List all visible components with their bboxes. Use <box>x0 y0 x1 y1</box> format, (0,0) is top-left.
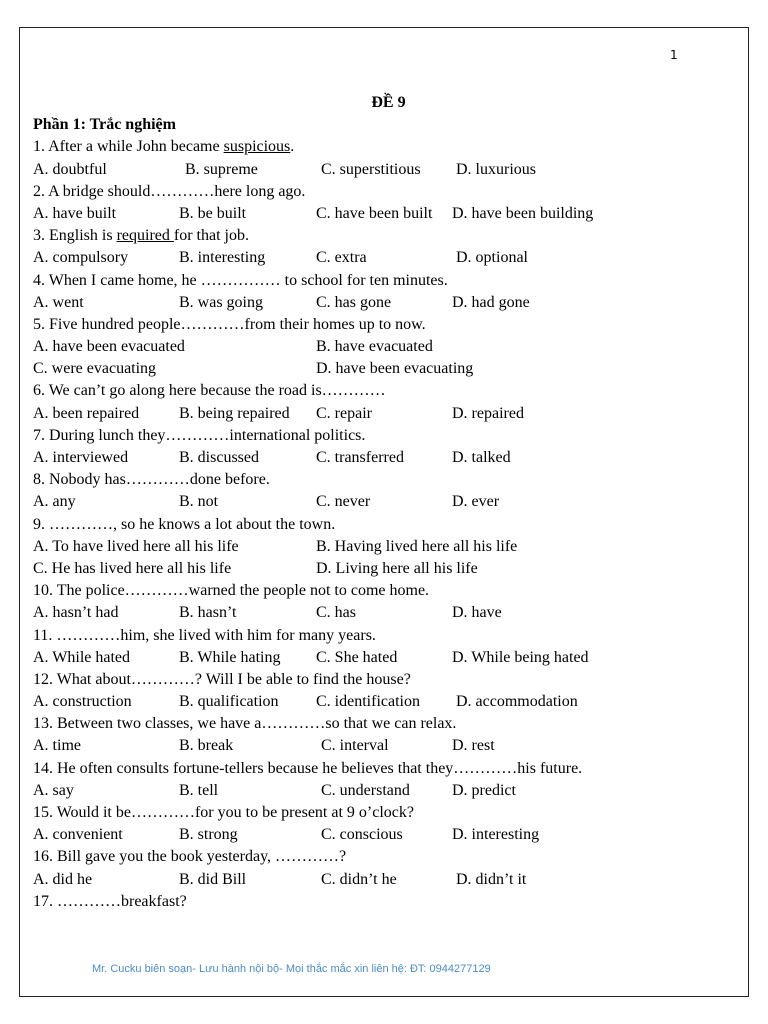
question-text: 4. When I came home, he …………… to school for ten minutes. <box>33 271 448 289</box>
options-row <box>33 336 738 358</box>
options-row <box>33 735 738 757</box>
option-a[interactable]: A. compulsory <box>33 249 129 267</box>
option-c[interactable]: C. extra <box>316 249 367 267</box>
option-c[interactable]: C. were evacuating <box>33 360 157 378</box>
question-list <box>33 136 738 913</box>
question-7 <box>33 425 738 447</box>
option-b[interactable]: B. be built <box>179 204 247 222</box>
option-d[interactable]: D. optional <box>456 249 528 267</box>
option-a[interactable]: A. have built <box>33 204 117 222</box>
options-row <box>33 536 738 558</box>
option-b[interactable]: B. strong <box>179 826 238 844</box>
question-11 <box>33 625 738 647</box>
question-text: 16. Bill gave you the book yesterday, …………? <box>33 848 347 866</box>
option-d[interactable]: D. have <box>452 604 502 622</box>
options-row <box>33 558 738 580</box>
option-b[interactable]: B. hasn’t <box>179 604 237 622</box>
question-text: 14. He often consults fortune-tellers because he believes that they…………his future. <box>33 759 583 777</box>
question-text: 7. During lunch they…………international politics. <box>33 426 366 444</box>
question-3 <box>33 225 738 247</box>
option-c[interactable]: C. didn’t he <box>321 870 397 888</box>
option-c[interactable]: C. never <box>316 493 371 511</box>
question-text: . <box>290 138 295 156</box>
document-content <box>33 92 738 913</box>
option-c[interactable]: C. has gone <box>316 293 392 311</box>
option-b[interactable]: B. While hating <box>179 648 281 666</box>
options-row <box>33 780 738 802</box>
question-8 <box>33 469 738 491</box>
option-c[interactable]: C. He has lived here all his life <box>33 559 232 577</box>
option-b[interactable]: B. tell <box>179 781 219 799</box>
option-d[interactable]: D. rest <box>452 737 495 755</box>
option-b[interactable]: B. qualification <box>179 693 279 711</box>
option-a[interactable]: A. say <box>33 781 74 799</box>
question-1 <box>33 136 738 158</box>
options-row <box>33 159 738 181</box>
options-row <box>33 247 738 269</box>
question-text: 6. We can’t go along here because the road is………… <box>33 382 386 400</box>
section-heading: Phần 1: Trắc nghiệm <box>33 116 176 134</box>
option-d[interactable]: D. have been building <box>452 204 594 222</box>
options-row <box>33 292 738 314</box>
option-c[interactable]: C. have been built <box>316 204 433 222</box>
question-12 <box>33 669 738 691</box>
question-14 <box>33 758 738 780</box>
question-text: 10. The police…………warned the people not to come home. <box>33 582 430 600</box>
option-d[interactable]: D. accommodation <box>456 693 578 711</box>
option-a[interactable]: A. hasn’t had <box>33 604 119 622</box>
exam-title: ĐỀ 9 <box>371 94 406 111</box>
options-row <box>33 203 738 225</box>
options-row <box>33 647 738 669</box>
question-text: for that job. <box>173 227 249 245</box>
option-d[interactable]: D. ever <box>452 493 500 511</box>
option-b[interactable]: B. Having lived here all his life <box>316 537 518 555</box>
question-6 <box>33 380 738 402</box>
option-a[interactable]: A. convenient <box>33 826 123 844</box>
question-text: 11. …………him, she lived with him for many years. <box>33 626 376 644</box>
page-number: 1 <box>670 48 678 62</box>
option-c[interactable]: C. has <box>316 604 356 622</box>
option-b[interactable]: B. have evacuated <box>316 338 433 356</box>
option-a[interactable]: A. construction <box>33 693 132 711</box>
option-c[interactable]: C. transferred <box>316 449 404 466</box>
question-text: required <box>116 227 174 245</box>
options-row <box>33 869 738 891</box>
question-text: suspicious <box>223 138 291 156</box>
option-d[interactable]: D. had gone <box>452 293 530 311</box>
question-text: 1. After a while John became <box>33 138 224 156</box>
options-row <box>33 691 738 713</box>
question-17 <box>33 891 738 913</box>
question-13 <box>33 713 738 735</box>
option-b[interactable]: B. not <box>179 493 219 511</box>
option-b[interactable]: B. supreme <box>185 160 258 178</box>
option-c[interactable]: C. superstitious <box>321 160 421 178</box>
option-c[interactable]: C. identification <box>316 693 420 711</box>
option-d[interactable]: D. Living here all his life <box>316 559 478 577</box>
question-2 <box>33 181 738 203</box>
option-b[interactable]: B. interesting <box>179 249 266 267</box>
option-a[interactable]: A. any <box>33 493 76 511</box>
question-text: 2. A bridge should…………here long ago. <box>33 182 306 200</box>
option-a[interactable]: A. doubtful <box>33 160 107 178</box>
option-d[interactable]: D. While being hated <box>452 648 589 666</box>
options-row <box>33 403 738 425</box>
question-text: 17. …………breakfast? <box>33 892 187 910</box>
option-a[interactable]: A. time <box>33 737 81 755</box>
question-5 <box>33 314 738 336</box>
option-c[interactable]: C. conscious <box>321 826 403 844</box>
question-text: 3. English is <box>33 227 117 245</box>
option-d[interactable]: D. didn’t it <box>456 870 527 888</box>
question-text: 5. Five hundred people…………from their homes up to now. <box>33 315 426 333</box>
option-a[interactable]: A. have been evacuated <box>33 338 185 356</box>
option-c[interactable]: C. repair <box>316 404 372 422</box>
option-c[interactable]: C. interval <box>321 737 389 755</box>
option-a[interactable]: A. went <box>33 293 84 311</box>
option-a[interactable]: A. been repaired <box>33 404 140 422</box>
option-a[interactable]: A. interviewed <box>33 449 129 466</box>
question-9 <box>33 514 738 536</box>
option-d[interactable]: D. predict <box>452 781 516 799</box>
options-row <box>33 447 738 469</box>
question-16 <box>33 846 738 868</box>
option-d[interactable]: D. talked <box>452 449 511 466</box>
option-a[interactable]: A. did he <box>33 870 93 888</box>
question-10 <box>33 580 738 602</box>
option-b[interactable]: B. discussed <box>179 449 259 466</box>
options-row <box>33 358 738 380</box>
options-row <box>33 824 738 846</box>
option-d[interactable]: D. repaired <box>452 404 524 422</box>
question-text: 15. Would it be…………for you to be present at 9 o’clock? <box>33 804 414 821</box>
option-d[interactable]: D. have been evacuating <box>316 360 474 378</box>
option-a[interactable]: A. To have lived here all his life <box>33 537 239 555</box>
question-text: 9. …………, so he knows a lot about the town. <box>33 515 336 533</box>
options-row <box>33 491 738 513</box>
option-b[interactable]: B. being repaired <box>179 404 290 422</box>
option-c[interactable]: C. She hated <box>316 648 398 666</box>
option-b[interactable]: B. did Bill <box>179 870 247 888</box>
option-a[interactable]: A. While hated <box>33 648 131 666</box>
question-text: 13. Between two classes, we have a…………so that we can relax. <box>33 715 457 733</box>
options-row <box>33 602 738 624</box>
option-d[interactable]: D. luxurious <box>456 160 536 178</box>
footer-text: Mr. Cucku biên soạn- Lưu hành nội bộ- Mọi thắc mắc xin liên hệ: ĐT: 0944277129 <box>92 963 491 975</box>
question-text: 8. Nobody has…………done before. <box>33 471 270 489</box>
option-b[interactable]: B. was going <box>179 293 263 311</box>
option-d[interactable]: D. interesting <box>452 826 540 844</box>
question-4 <box>33 270 738 292</box>
option-b[interactable]: B. break <box>179 737 234 755</box>
question-15 <box>33 802 738 824</box>
question-text: 12. What about…………? Will I be able to find the house? <box>33 670 411 688</box>
option-c[interactable]: C. understand <box>321 781 410 799</box>
